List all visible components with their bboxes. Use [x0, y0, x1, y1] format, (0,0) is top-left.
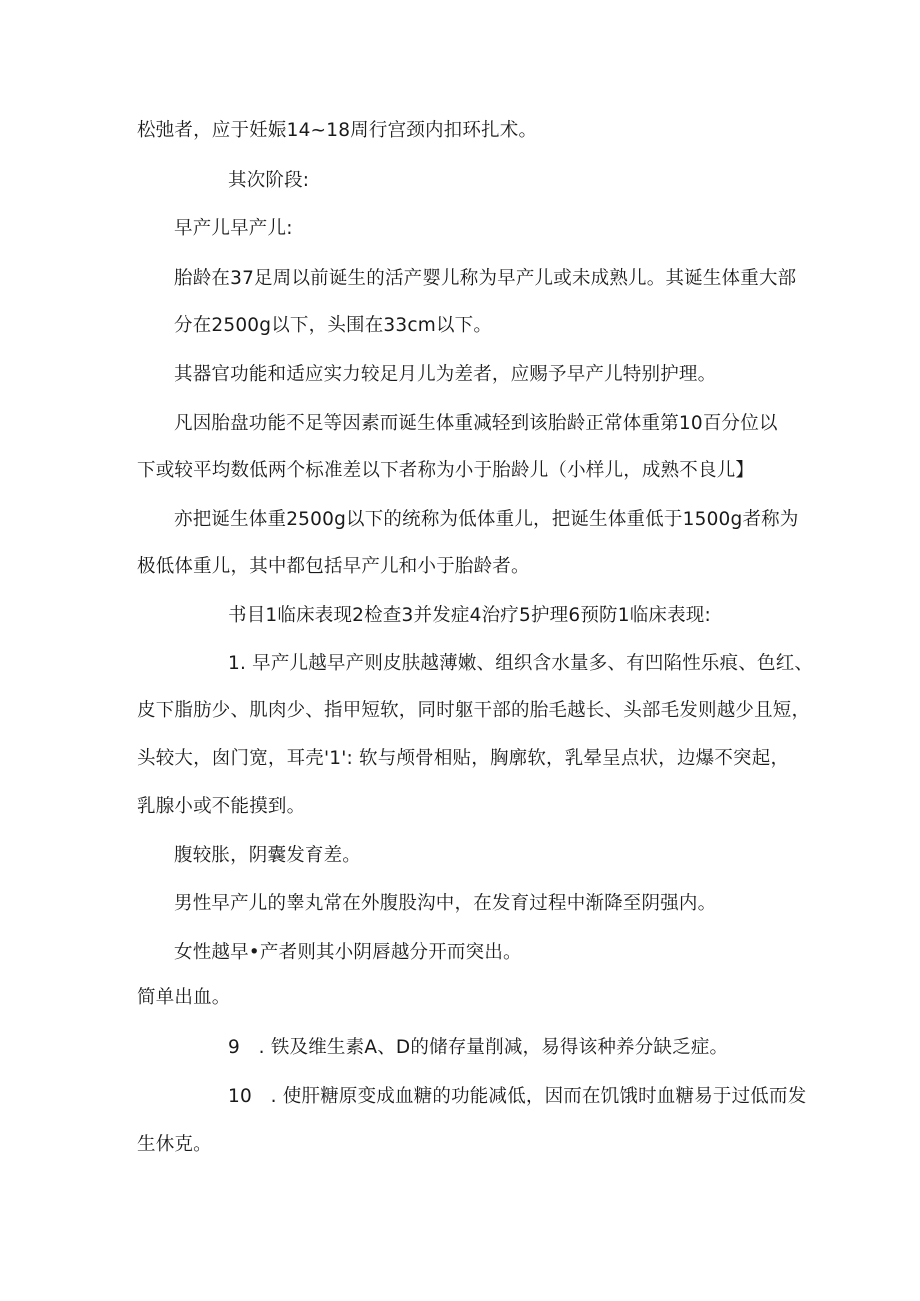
- text-line: 下或较平均数低两个标准差以下者称为小于胎龄儿（小样儿，成熟不良儿】: [137, 460, 755, 481]
- text-line: 松弛者，应于妊娠14~18周行宫颈内扣环扎术。: [137, 120, 538, 141]
- section-heading: 其次阶段:: [228, 170, 310, 191]
- text-line: 分在2500g以下，头围在33cm以下。: [174, 315, 493, 336]
- text-line: 生休克。: [137, 1134, 212, 1155]
- text-line: 极低体重儿，其中都包括早产儿和小于胎龄者。: [137, 556, 530, 577]
- subsection-heading: 早产儿早产儿:: [174, 218, 293, 239]
- text-line: 凡因胎盘功能不足等因素而诞生体重减轻到该胎龄正常体重第10百分位以: [174, 413, 778, 434]
- text-line: 简单出血。: [137, 987, 231, 1008]
- list-item: 10 . 使肝糖原变成血糖的功能减低，因而在饥饿时血糖易于过低而发: [228, 1086, 807, 1107]
- table-of-contents-line: 书目1临床表现2检查3并发症4治疗5护理6预防1临床表现:: [228, 605, 711, 626]
- list-item: 1. 早产儿越早产则皮肤越薄嫩、组织含水量多、有凹陷性乐痕、色红、: [228, 653, 814, 674]
- text-line: 头较大，囱门宽，耳壳'1': 软与颅骨相贴，胸廓软，乳晕呈点状，边爆不突起，: [137, 748, 790, 769]
- text-line: 皮下脂肪少、肌肉少、指甲短软，同时躯干部的胎毛越长、头部毛发则越少且短，: [137, 700, 811, 721]
- list-item: 9 . 铁及维生素A、D的储存量削减，易得该种养分缺乏症。: [228, 1037, 729, 1058]
- text-line: 男性早产儿的睾丸常在外腹股沟中，在发育过程中渐降至阴强内。: [174, 893, 717, 914]
- text-line: 其器官功能和适应实力较足月儿为差者，应赐予早产儿特别护理。: [174, 364, 717, 385]
- text-line: 乳腺小或不能摸到。: [137, 796, 306, 817]
- text-line: 胎龄在37足周以前诞生的活产婴儿称为早产儿或未成熟儿。其诞生体重大部: [174, 268, 797, 289]
- text-line: 腹较胀，阴囊发育差。: [174, 845, 362, 866]
- text-line: 女性越早•产者则其小阴唇越分开而突出。: [174, 942, 522, 963]
- text-line: 亦把诞生体重2500g以下的统称为低体重儿，把诞生体重低于1500g者称为: [174, 509, 799, 530]
